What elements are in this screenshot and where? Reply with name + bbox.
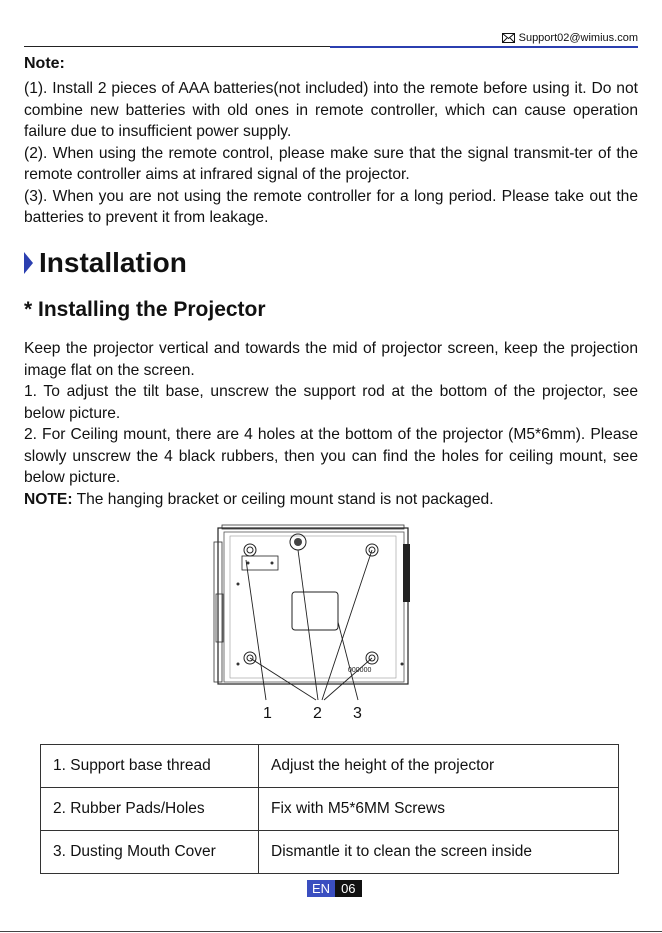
instruction-ceiling: 2. For Ceiling mount, there are 4 holes at the bottom of the projector (M5*6mm). Please slowly unscrew the 4 black rubbers, then you can find the holes for ceiling mount, see below picture. [24, 426, 638, 486]
table-cell-item: 2. Rubber Pads/Holes [41, 788, 259, 831]
section-marker-icon [24, 252, 33, 274]
table-cell-desc: Dismantle it to clean the screen inside [259, 831, 619, 874]
table-row [41, 831, 619, 874]
table-cell-item: 3. Dusting Mouth Cover [41, 831, 259, 874]
diagram-label-3: 3 [353, 705, 362, 722]
install-instructions [24, 338, 638, 510]
table-row [41, 745, 619, 788]
email-text: Support02@wimius.com [518, 32, 638, 44]
diagram-label-1: 1 [263, 705, 272, 722]
footer-rule [0, 931, 662, 932]
table-cell-item: 1. Support base thread [41, 745, 259, 788]
note-item-1: (1). Install 2 pieces of AAA batteries(not included) into the remote before using it. Do not combine new batteries with old ones in remote controller, which can cause operation failure due to insufficient power supply. [24, 80, 638, 140]
note-text [24, 78, 638, 229]
diagram-label-2: 2 [313, 705, 322, 722]
language-tag: EN [307, 880, 335, 897]
mail-icon [502, 33, 515, 43]
table-cell-desc: Fix with M5*6MM Screws [259, 788, 619, 831]
instruction-note [24, 489, 638, 511]
support-email [502, 32, 638, 44]
instruction-tilt: 1. To adjust the tilt base, unscrew the support rod at the bottom of the projector, see below picture. [24, 383, 638, 422]
table-cell-desc: Adjust the height of the projector [259, 745, 619, 788]
note-body: The hanging bracket or ceiling mount stand is not packaged. [72, 490, 494, 508]
section-title: Installation [39, 247, 187, 278]
note-label: NOTE: [24, 490, 73, 508]
subsection-title: * Installing the Projector [24, 298, 266, 321]
table-row [41, 788, 619, 831]
page-number-badge [307, 880, 362, 897]
note-item-2: (2). When using the remote control, please make sure that the signal transmit-ter of the remote controller aims at infrared signal of the projector. [24, 144, 638, 183]
section-heading [24, 247, 187, 279]
page-number: 06 [335, 880, 361, 897]
header-accent-rule [330, 46, 638, 48]
instruction-intro: Keep the projector vertical and towards the mid of projector screen, keep the projection image flat on the screen. [24, 340, 638, 379]
note-title: Note: [24, 55, 65, 72]
diagram-code: 000000 [348, 667, 372, 674]
parts-table [40, 744, 619, 874]
note-item-3: (3). When you are not using the remote controller for a long period. Please take out the batteries to prevent it from leakage. [24, 187, 638, 226]
